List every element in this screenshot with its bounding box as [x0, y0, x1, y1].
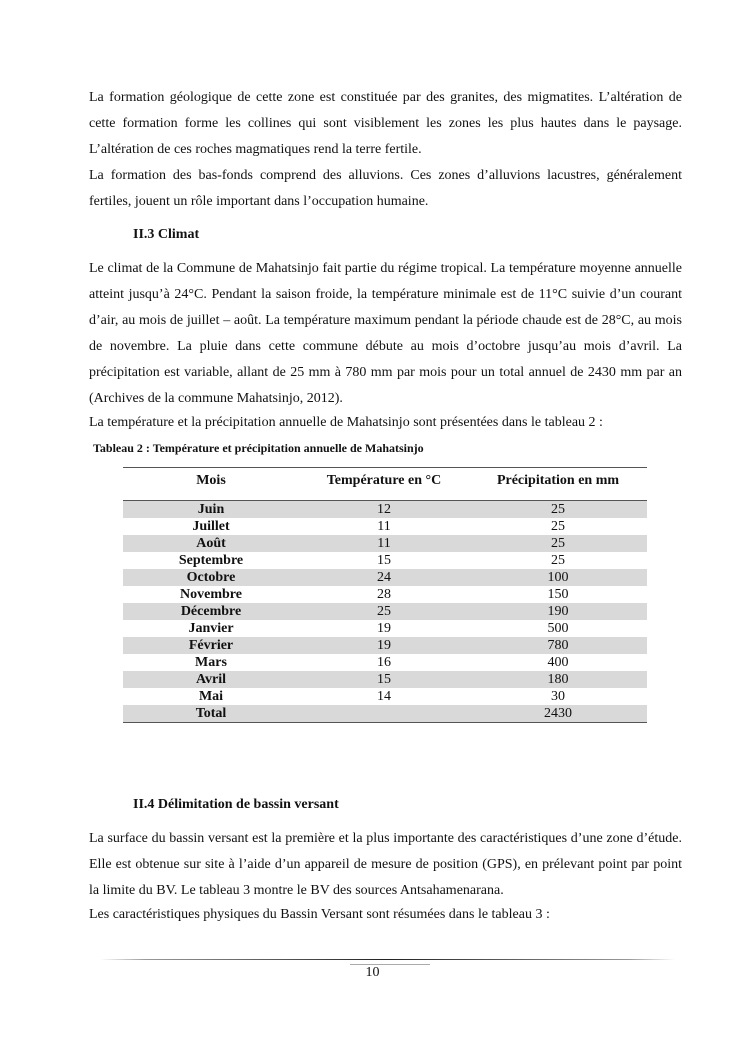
paragraph-climat: Le climat de la Commune de Mahatsinjo fait partie du régime tropical. La température moyenne annuelle atteint jusqu’à 24°C. Pendant la saison froide, la température minimale est de 11°C suivie d’un courant d’air, au mois de juillet – août. La température maximum pendant la période chaude est de 28°C, au mois de novembre. La pluie dans cette commune débute au mois d’octobre jusqu’au mois d’avril. La précipitation est variable, allant de 25 mm à 780 mm par mois pour un total annuel de 2430 mm par an (Archives de la commune Mahatsinjo, 2012).	[89, 261, 682, 406]
cell-temperature: 15	[377, 553, 391, 568]
heading-climat: II.3 Climat	[133, 227, 200, 242]
paragraph-bas-fonds: La formation des bas-fonds comprend des alluvions. Ces zones d’alluvions lacustres, généralement fertiles, jouent un rôle important dans l’occupation humaine.	[89, 168, 682, 209]
cell-temperature: 14	[377, 689, 391, 704]
cell-precipitation: 500	[547, 621, 569, 636]
cell-precipitation: 150	[547, 587, 569, 602]
table-row	[123, 569, 647, 586]
header-mois: Mois	[123, 468, 299, 501]
table-row	[123, 620, 647, 637]
cell-mois: Avril	[123, 671, 299, 688]
cell-precipitation: 25	[551, 553, 565, 568]
cell-precipitation: 25	[469, 501, 647, 519]
cell-mois: Août	[123, 535, 299, 552]
paragraph-geologie: La formation géologique de cette zone est constituée par des granites, des migmatites. L’altération de cette formation forme les collines qui sont visiblement les zones les plus hautes dans le paysage. L’altération de ces roches magmatiques rend la terre fertile.	[89, 90, 682, 157]
table-row	[123, 586, 647, 603]
page-number: 10	[365, 965, 380, 980]
cell-temperature: 12	[299, 501, 469, 519]
cell-precipitation: 180	[469, 671, 647, 688]
footer-divider	[100, 959, 675, 960]
table-row	[123, 603, 647, 620]
cell-total-temperature	[299, 705, 469, 723]
cell-mois: Février	[123, 637, 299, 654]
climate-table	[123, 467, 647, 723]
cell-temperature: 25	[299, 603, 469, 620]
cell-precipitation: 190	[469, 603, 647, 620]
cell-temperature: 28	[377, 587, 391, 602]
table-row	[123, 654, 647, 671]
cell-mois: Mars	[195, 655, 227, 670]
cell-total-precipitation: 2430	[469, 705, 647, 723]
table-row	[123, 688, 647, 705]
cell-precipitation: 30	[551, 689, 565, 704]
cell-precipitation: 400	[547, 655, 569, 670]
table-total-row	[123, 705, 647, 723]
cell-mois: Juillet	[192, 519, 230, 534]
cell-temperature: 11	[299, 535, 469, 552]
cell-temperature: 24	[299, 569, 469, 586]
paragraph-intro-tableau: La température et la précipitation annuelle de Mahatsinjo sont présentées dans le tableau 2 :	[89, 415, 603, 430]
heading-bassin-versant: II.4 Délimitation de bassin versant	[133, 797, 339, 812]
cell-temperature: 19	[377, 621, 391, 636]
cell-precipitation: 25	[551, 519, 565, 534]
cell-mois: Juin	[123, 501, 299, 519]
cell-mois: Septembre	[178, 553, 244, 568]
header-temperature: Température en °C	[299, 468, 469, 501]
cell-mois: Mai	[198, 689, 224, 704]
paragraph-bassin-versant: La surface du bassin versant est la première et la plus importante des caractéristiques d’une zone d’étude. Elle est obtenue sur site à l’aide d’un appareil de mesure de position (GPS), en prélevant point par point la limite du BV. Le tableau 3 montre le BV des sources Antsahamenarana.	[89, 831, 682, 898]
table-row	[123, 637, 647, 654]
table-row	[123, 671, 647, 688]
paragraph-intro-tableau-3: Les caractéristiques physiques du Bassin Versant sont résumées dans le tableau 3 :	[89, 907, 550, 922]
cell-temperature: 15	[299, 671, 469, 688]
table-header-row	[123, 468, 647, 501]
cell-precipitation: 100	[469, 569, 647, 586]
cell-temperature: 11	[377, 519, 391, 534]
cell-total-label: Total	[123, 705, 299, 723]
table-row	[123, 518, 647, 535]
table-caption: Tableau 2 : Température et précipitation annuelle de Mahatsinjo	[93, 441, 424, 455]
cell-mois: Décembre	[123, 603, 299, 620]
cell-mois: Janvier	[188, 621, 234, 636]
cell-precipitation: 25	[469, 535, 647, 552]
table-row	[123, 501, 647, 519]
cell-temperature: 16	[377, 655, 391, 670]
table-row	[123, 535, 647, 552]
table-row	[123, 552, 647, 569]
cell-mois: Novembre	[180, 587, 242, 602]
cell-precipitation: 780	[469, 637, 647, 654]
header-precipitation: Précipitation en mm	[469, 468, 647, 501]
cell-temperature: 19	[299, 637, 469, 654]
cell-mois: Octobre	[123, 569, 299, 586]
